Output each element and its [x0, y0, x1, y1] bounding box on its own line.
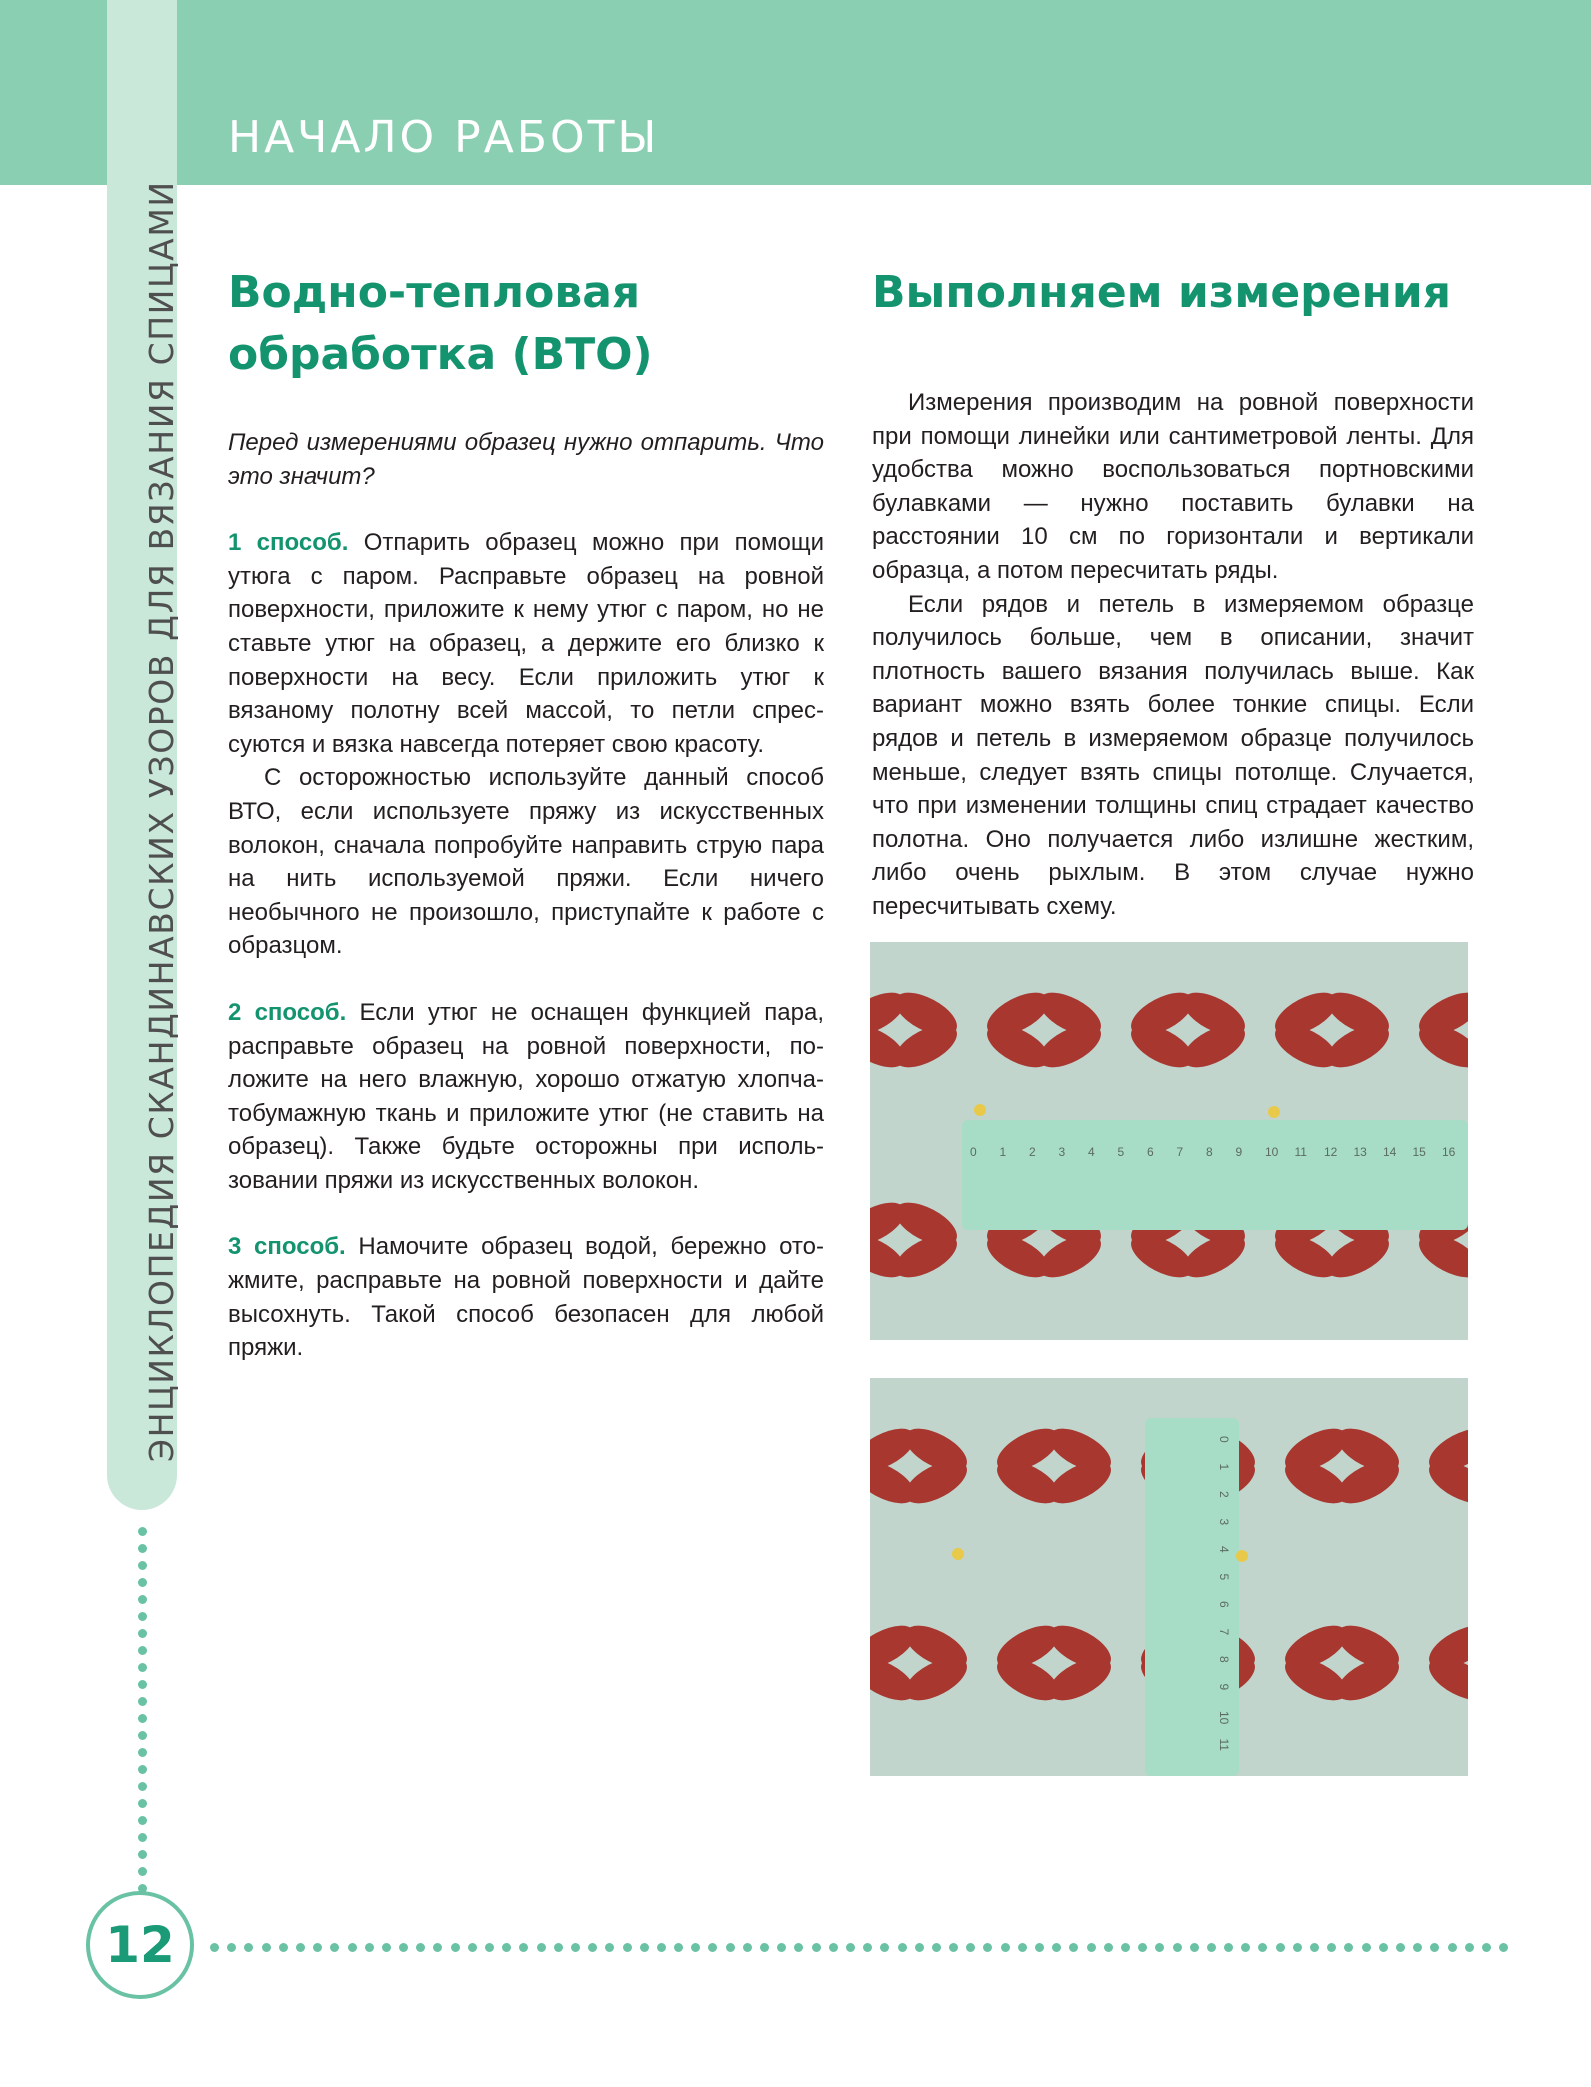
divider-dot: [829, 1943, 838, 1952]
divider-dot: [1310, 1943, 1319, 1952]
ruler-tick-label: 1: [999, 1145, 1007, 1159]
page-number: 12: [105, 1916, 175, 1974]
ruler-tick-label: 8: [1217, 1656, 1231, 1663]
divider-dot: [313, 1943, 322, 1952]
divider-dot: [1207, 1943, 1216, 1952]
divider-dot: [138, 1799, 147, 1808]
divider-dot: [262, 1943, 271, 1952]
divider-dot: [971, 188, 979, 196]
divider-dot: [935, 188, 943, 196]
divider-dot: [138, 1663, 147, 1672]
divider-dot: [812, 188, 820, 196]
divider-dot: [330, 1943, 339, 1952]
pin-bottom: [1236, 1550, 1248, 1562]
divider-dot: [1430, 1943, 1439, 1952]
divider-dot: [1059, 188, 1067, 196]
divider-dot: [900, 188, 908, 196]
ruler-tick-label: 11: [1217, 1738, 1231, 1751]
divider-dot: [1465, 1943, 1474, 1952]
divider-dot: [1035, 1943, 1044, 1952]
divider-dot: [983, 1943, 992, 1952]
divider-dot: [21, 188, 29, 196]
divider-dot: [794, 1943, 803, 1952]
horizontal-ruler: [962, 1120, 1468, 1230]
divider-dot: [91, 188, 99, 196]
left-column: [228, 262, 824, 1365]
divider-dot: [1411, 188, 1419, 196]
divider-dot: [1111, 188, 1119, 196]
divider-dot: [1121, 1943, 1130, 1952]
divider-dot: [1190, 1943, 1199, 1952]
divider-dot: [1217, 188, 1225, 196]
divider-dot: [1224, 1943, 1233, 1952]
divider-dot: [1569, 188, 1577, 196]
divider-dot: [619, 188, 627, 196]
divider-dot: [863, 1943, 872, 1952]
divider-dot: [244, 1943, 253, 1952]
divider-dot: [623, 1943, 632, 1952]
divider-dot: [408, 188, 416, 196]
divider-dot: [267, 188, 275, 196]
heading-vto: [228, 262, 824, 386]
divider-dot: [372, 188, 380, 196]
divider-dot: [554, 1943, 563, 1952]
divider-dot: [636, 188, 644, 196]
divider-dot: [1448, 1943, 1457, 1952]
divider-dot: [1094, 188, 1102, 196]
heading-measurements: Выполняем измерения: [872, 267, 1451, 318]
ruler-tick-label: 12: [1324, 1145, 1338, 1159]
ruler-tick-label: 5: [1117, 1145, 1125, 1159]
ruler-tick-label: 3: [1058, 1145, 1066, 1159]
heading-vto-line2: обработка (ВТО): [228, 329, 653, 380]
divider-dot: [138, 1612, 147, 1621]
ruler-tick-label: 16: [1442, 1145, 1456, 1159]
divider-dot: [502, 1943, 511, 1952]
ruler-tick-label: 4: [1088, 1145, 1095, 1159]
divider-dot: [320, 188, 328, 196]
divider-dot: [285, 188, 293, 196]
divider-dot: [1344, 1943, 1353, 1952]
divider-dot: [1293, 1943, 1302, 1952]
divider-dot: [468, 1943, 477, 1952]
divider-dot: [898, 1943, 907, 1952]
divider-dot: [1481, 188, 1489, 196]
divider-dot: [988, 188, 996, 196]
method-2-label: 2 способ.: [228, 998, 347, 1026]
divider-dot: [227, 1943, 236, 1952]
divider-dot: [519, 1943, 528, 1952]
divider-dot: [1138, 1943, 1147, 1952]
right-column: [872, 262, 1474, 924]
ruler-tick-label: 2: [1029, 1145, 1036, 1159]
ruler-tick-label: 9: [1235, 1145, 1243, 1159]
divider-dot: [1001, 1943, 1010, 1952]
divider-dot: [1375, 188, 1383, 196]
divider-dot: [865, 188, 873, 196]
knit-swatch-horizontal: [870, 942, 1468, 1340]
divider-dot: [918, 188, 926, 196]
divider-dot: [478, 188, 486, 196]
method-1-text: Отпарить образец можно при помощи утюга с паром. Расправьте образец на ровной поверхности, приложите к нему утюг с паром, но не ставьте утюг на образец, а держите его близко к поверхности на весу. Если приложить утюг к вязаному полотну всей массой, то петли спрессуются и вязка навсегда потеряет свою красоту.: [228, 529, 824, 758]
divider-dot: [138, 1748, 147, 1757]
divider-dot: [249, 188, 257, 196]
divider-dot: [1446, 188, 1454, 196]
divider-dot: [812, 1943, 821, 1952]
divider-dot: [1258, 1943, 1267, 1952]
vertical-ruler: [1145, 1418, 1239, 1776]
heading-vto-line1: Водно-тепловая: [228, 267, 641, 318]
method-1-paragraph-2: С осторожностью используйте данный способ ВТО, если используете пряжу из искусственных волокон, сначала попробуйте направить струю пара на нить используемой пряжи. Если ничего необычного не произошло, приступайте к работе с образцом.: [228, 764, 824, 960]
pin-top: [952, 1548, 964, 1560]
divider-dot: [138, 1765, 147, 1774]
divider-dot: [496, 188, 504, 196]
divider-dot: [777, 1943, 786, 1952]
divider-dot: [640, 1943, 649, 1952]
ruler-tick-label: 10: [1217, 1711, 1231, 1725]
divider-dot: [138, 1833, 147, 1842]
divider-dot: [915, 1943, 924, 1952]
ruler-tick-label: 3: [1217, 1518, 1231, 1526]
divider-dot: [365, 1943, 374, 1952]
divider-dot: [1147, 188, 1155, 196]
divider-dot: [1006, 188, 1014, 196]
divider-dot: [355, 188, 363, 196]
divider-dot: [846, 1943, 855, 1952]
pin-left: [974, 1104, 986, 1116]
divider-dot: [513, 188, 521, 196]
divider-dot: [707, 188, 715, 196]
divider-dot: [460, 188, 468, 196]
divider-dot: [672, 188, 680, 196]
ruler-tick-label: 2: [1217, 1491, 1231, 1498]
ruler-tick-label: 1: [1217, 1463, 1231, 1471]
ruler-tick-label: 6: [1147, 1145, 1154, 1159]
method-2-text: Если утюг не оснащен функцией пара, расправьте образец на ровной поверхности, положите на него влажную, хорошо отжатую хлопчатобумажную ткань и приложите утюг (не ставить на образец). Также будьте осторожны при использовании пряжи из искусственных волокон.: [228, 998, 825, 1194]
divider-dot: [1516, 188, 1524, 196]
divider-dot: [760, 188, 768, 196]
divider-dot: [548, 188, 556, 196]
divider-dot: [1413, 1943, 1422, 1952]
method-1-label: 1 способ.: [228, 529, 349, 557]
divider-dot: [1023, 188, 1031, 196]
divider-dot: [760, 1943, 769, 1952]
divider-dot: [1379, 1943, 1388, 1952]
photo-horizontal-measurement: [870, 942, 1468, 1340]
ruler-tick-label: 0: [970, 1145, 977, 1159]
method-1-paragraph: [228, 526, 824, 761]
divider-dot: [657, 1943, 666, 1952]
divider-dot: [1129, 188, 1137, 196]
intro-text: Перед измерениями образец нужно отпарить. Что это значит?: [228, 429, 824, 490]
divider-dot: [138, 1527, 147, 1536]
divider-dot: [674, 1943, 683, 1952]
divider-dot: [588, 1943, 597, 1952]
footer-dot-divider: [210, 1943, 1508, 1952]
section-title: НАЧАЛО РАБОТЫ: [228, 112, 660, 163]
book-title-vertical: ЭНЦИКЛОПЕДИЯ СКАНДИНАВСКИХ УЗОРОВ ДЛЯ ВЯЗАНИЯ СПИЦАМИ: [142, 180, 181, 1462]
divider-dot: [197, 188, 205, 196]
divider-dot: [953, 188, 961, 196]
divider-dot: [601, 188, 609, 196]
measurements-paragraph-2: Если рядов и петель в измеряемом образце получилось больше, чем в описании, значит плотность вашего вязания получилась выше. Как вариант можно взять более тонкие спицы. Если рядов и петель в измеряемом образце получилось меньше, следует взять спицы потолще. Случается, что при изменении толщины спиц страдает качество полотна. Оно получается либо излишне жестким, либо очень рыхлым. В этом случае нужно пересчитывать схему.: [872, 590, 1474, 920]
divider-dot: [742, 188, 750, 196]
divider-dot: [485, 1943, 494, 1952]
divider-dot: [1052, 1943, 1061, 1952]
divider-dot: [1498, 188, 1506, 196]
divider-dot: [279, 1943, 288, 1952]
divider-dot: [1155, 1943, 1164, 1952]
divider-dot: [708, 1943, 717, 1952]
divider-dot: [795, 188, 803, 196]
divider-dot: [138, 1697, 147, 1706]
divider-dot: [382, 1943, 391, 1952]
divider-dot: [73, 188, 81, 196]
divider-dot: [1164, 188, 1172, 196]
divider-dot: [1393, 188, 1401, 196]
divider-dot: [537, 1943, 546, 1952]
ruler-tick-label: 11: [1294, 1145, 1307, 1159]
divider-dot: [584, 188, 592, 196]
ruler-tick-label: 10: [1265, 1145, 1279, 1159]
divider-dot: [1104, 1943, 1113, 1952]
divider-dot: [443, 188, 451, 196]
divider-dot: [1482, 1943, 1491, 1952]
photo-vertical-measurement: [870, 1378, 1468, 1776]
divider-dot: [1018, 1943, 1027, 1952]
divider-dot: [38, 188, 46, 196]
divider-dot: [138, 1646, 147, 1655]
ruler-tick-label: 5: [1217, 1573, 1231, 1581]
divider-dot: [138, 1731, 147, 1740]
divider-dot: [138, 1595, 147, 1604]
divider-dot: [743, 1943, 752, 1952]
divider-dot: [531, 188, 539, 196]
ruler-tick-label: 14: [1383, 1145, 1397, 1159]
divider-dot: [232, 188, 240, 196]
divider-dot: [883, 188, 891, 196]
divider-dot: [138, 1816, 147, 1825]
measurements-paragraph-1: Измерения производим на ровной поверхности при помощи линейки или сантиметровой ленты. Для удобства можно воспользоваться портновскими булавками — нужно поставить булавки на расстоянии 10 см по горизонтали и вертикали образца, а потом пересчитать ряды.: [872, 389, 1474, 584]
divider-dot: [296, 1943, 305, 1952]
divider-dot: [399, 1943, 408, 1952]
divider-dot: [724, 188, 732, 196]
divider-dot: [848, 188, 856, 196]
divider-dot: [726, 1943, 735, 1952]
ruler-tick-label: 4: [1217, 1546, 1231, 1553]
ruler-tick-label: 13: [1353, 1145, 1367, 1159]
divider-dot: [302, 188, 310, 196]
method-3-text: Намочите образец водой, бережно отожмите, расправьте на ровной поверхности и дайте высохнуть. Такой способ безопасен для любой пряжи.: [228, 1233, 824, 1362]
divider-dot: [1499, 1943, 1508, 1952]
page-number-badge: [86, 1891, 194, 1999]
divider-dot: [138, 1544, 147, 1553]
ruler-tick-label: 6: [1217, 1601, 1231, 1608]
divider-dot: [138, 1714, 147, 1723]
divider-dot: [1396, 1943, 1405, 1952]
divider-dot: [425, 188, 433, 196]
divider-dot: [138, 1578, 147, 1587]
divider-dot: [689, 188, 697, 196]
divider-dot: [880, 1943, 889, 1952]
divider-dot: [1323, 188, 1331, 196]
divider-dot: [348, 1943, 357, 1952]
divider-dot: [1173, 1943, 1182, 1952]
divider-dot: [1041, 188, 1049, 196]
knit-swatch-vertical: [870, 1378, 1468, 1776]
divider-dot: [337, 188, 345, 196]
ruler-tick-label: 9: [1217, 1683, 1231, 1691]
divider-dot: [390, 188, 398, 196]
divider-dot: [1428, 188, 1436, 196]
divider-dot: [1182, 188, 1190, 196]
spine-dot-divider: [138, 1527, 147, 1893]
divider-dot: [1252, 188, 1260, 196]
divider-dot: [1069, 1943, 1078, 1952]
divider-dot: [138, 1850, 147, 1859]
divider-dot: [566, 188, 574, 196]
divider-dot: [138, 1867, 147, 1876]
divider-dot: [1340, 188, 1348, 196]
ruler-tick-label: 8: [1206, 1145, 1213, 1159]
divider-dot: [1199, 188, 1207, 196]
divider-dot: [138, 1629, 147, 1638]
divider-dot: [691, 1943, 700, 1952]
divider-dot: [571, 1943, 580, 1952]
pin-right: [1268, 1106, 1280, 1118]
divider-dot: [214, 188, 222, 196]
divider-dot: [1270, 188, 1278, 196]
divider-dot: [966, 1943, 975, 1952]
divider-dot: [451, 1943, 460, 1952]
divider-dot: [1276, 1943, 1285, 1952]
divider-dot: [3, 188, 11, 196]
divider-dot: [1287, 188, 1295, 196]
ruler-tick-label: 0: [1217, 1436, 1231, 1443]
divider-dot: [1076, 188, 1084, 196]
ruler-tick-label: 7: [1176, 1145, 1184, 1159]
divider-dot: [56, 188, 64, 196]
divider-dot: [433, 1943, 442, 1952]
divider-dot: [932, 1943, 941, 1952]
divider-dot: [605, 1943, 614, 1952]
ruler-tick-label: 7: [1217, 1628, 1231, 1636]
ruler-tick-label: 15: [1412, 1145, 1426, 1159]
divider-dot: [1358, 188, 1366, 196]
divider-dot: [138, 1680, 147, 1689]
method-3-label: 3 способ.: [228, 1233, 346, 1261]
divider-dot: [138, 1782, 147, 1791]
divider-dot: [1534, 188, 1542, 196]
divider-dot: [949, 1943, 958, 1952]
method-3-paragraph: [228, 1230, 824, 1364]
divider-dot: [138, 1561, 147, 1570]
divider-dot: [1362, 1943, 1371, 1952]
divider-dot: [654, 188, 662, 196]
divider-dot: [1305, 188, 1313, 196]
method-2-paragraph: [228, 996, 824, 1198]
divider-dot: [1241, 1943, 1250, 1952]
header-dot-divider: [3, 188, 1577, 196]
divider-dot: [777, 188, 785, 196]
divider-dot: [830, 188, 838, 196]
divider-dot: [1235, 188, 1243, 196]
divider-dot: [1551, 188, 1559, 196]
divider-dot: [416, 1943, 425, 1952]
divider-dot: [1087, 1943, 1096, 1952]
divider-dot: [1463, 188, 1471, 196]
divider-dot: [210, 1943, 219, 1952]
divider-dot: [1327, 1943, 1336, 1952]
